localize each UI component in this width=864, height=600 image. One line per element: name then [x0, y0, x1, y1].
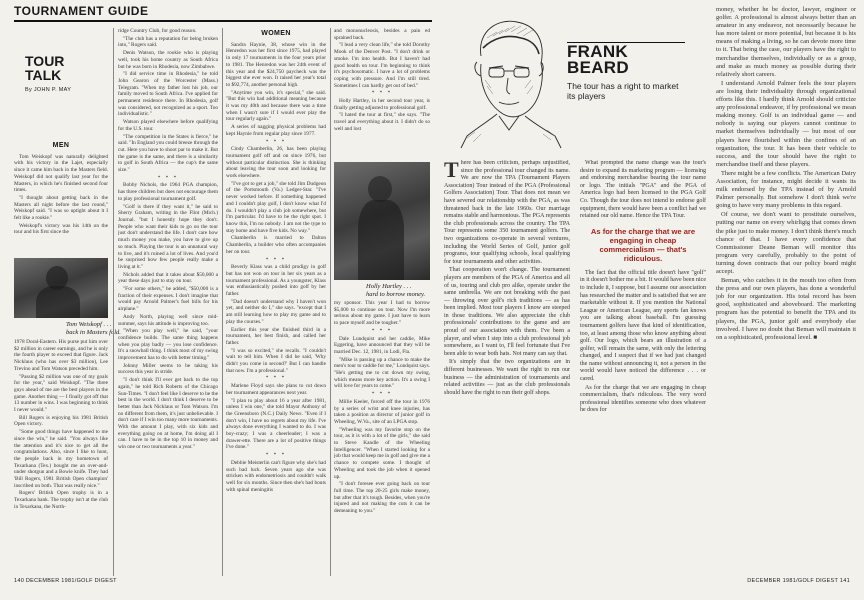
paragraph: As for the charge that we are engaging in cheap commercialism, that's ridiculous. The very word professional identifies someone who does whatever he does for: [580, 384, 706, 414]
column-title-block: [567, 44, 687, 101]
paragraph: That cooperation won't change. The tournament players are members of the PGA of America and all of us, touring and club pro alike, operate under the same umbrella. We are not breaking with the past — throwing over golf's rich traditions — as has been implied. Most tour players I know are steeped in those traditions. We also appreciate the club professionals' contributions to the game and are proud of our association with them. I've been a player, and when I step into a club professional job somewhere, as I want to, I'll feel fortunate that I've been able to wear both hats. Not many can say that.: [444, 267, 570, 357]
paragraph: "Wheeling was my favorite stop on the tour, as it is with a lot of the girls," she said to Steve Kandle of the Wheeling Intelligencer. "When I started looking for a job that would keep me in golf and give me a chance to compete some. I thought of Wheeling and took the job when it opened up.: [334, 426, 430, 480]
paragraph: Marlene Floyd says she plans to cut down her tournament appearances next year.: [226, 383, 326, 396]
column-divider: [113, 28, 114, 576]
pull-quote: As for the charge that we are engaging in cheap commercialism — that's ridiculous.: [590, 226, 696, 263]
column-divider: [222, 28, 223, 576]
column-divider: [330, 28, 331, 576]
paragraph: "I thought about getting back in the Masters all night before the last round," Weiskopf said. "I was so uptight about it I felt like a rookie.": [14, 194, 108, 222]
paragraph: ridge Country Club, for good reason.: [118, 28, 197, 34]
paragraph: Millie Keeler, forced off the tour in 1976 by a series of wrist and knee injuries, has taken a position as director of junior golf in Wheeling, W.Va., site of an LPGA stop.: [334, 398, 430, 425]
paragraph: Beman, who catches it in the mouth too often from the press and our own players, has done a wonderful job for our organization. His total record has been good, sophisticated and aboveboard. The marketing program has the potential to benefit the TPA and its players, the PGA, junior golf and everybody else involved. I have no doubt that Beman will maintain it on a sophisticated, professional level. ■: [716, 277, 856, 341]
paragraph: Sandra Haynie, 38, whose win in the Henredon was her first since 1975, had played in only 17 tournaments in the four years prior to 1981. The Henredon was her 24th event of this year and the $24,750 paycheck was the biggest she ever won. It raised her year's total to $92,774, another personal high.: [226, 41, 326, 88]
section-stars: * * *: [371, 391, 393, 398]
column-3: [716, 6, 856, 574]
men-subhead: MEN: [52, 142, 70, 149]
column-subhead: The tour has a right to market its players: [567, 81, 679, 101]
paragraph: "I hated the tour at first," she says. "The travel and everything about it. I didn't do so well and lost: [334, 112, 430, 132]
paragraph: "The competition in the States is fierce," he said. "In England you could breeze through the cut. Here you have to shoot par to make it. But the game is the same, and there is a similarity to golf in South Africa — the cup's the same size.": [118, 133, 218, 174]
section-label: TOURNAMENT GUIDE: [14, 4, 149, 18]
headline-line-1: TOUR: [25, 53, 65, 69]
column-1: [444, 160, 570, 574]
column-1-bottom: [14, 339, 108, 574]
portrait-sketch: [447, 8, 569, 150]
paragraph: "Anytime you win, it's special," she said. "But this win had additional meaning because it was my 40th and because there was a time when I wasn't sure if I would ever play the tour regularly again.": [226, 89, 326, 123]
photo-caption-hartley: Holly Hartley . . . hard to borrow money.: [366, 283, 426, 298]
paragraph: "For some others," he added, "$50,000 is a fraction of their expenses. I don't imagine that would pay Arnold Palmer's fuel bills for his airplane.": [118, 286, 218, 313]
column-3: [226, 28, 326, 574]
paragraph: "I lead a very clean life," she told Dorothy Mook of the Denver Post. "I don't drink or smoke. I'm into health. But I haven't had good health on tour. I'm beginning to think it's psychosomatic. I have a lot of problems coping with pressure. And I'm still tired. Sometimes I can hardly get out of bed.": [334, 42, 430, 89]
paragraph: money, whether he be doctor, lawyer, engineer or golfer. A professional is almost always better than an amateur in any endeavor, not necessarily because he has more talent or more potential, but because it is his means of making a living, so he can devote more time to it. That being the case, our players have the right to merchandise themselves, individually or as a group, and make as much money as possible during their relatively short careers.: [716, 6, 856, 78]
paragraph: Johnny Miller seems to be taking his success this year in stride.: [118, 362, 218, 376]
paragraph: and mononucleosis, besides a pain ed sprained back.: [334, 28, 430, 41]
column-2: [580, 160, 706, 574]
paragraph: Rogers' British Open trophy is in a Texarkana bank. The trophy isn't at the club in Texarkana, the North-: [14, 490, 108, 510]
headline-line-2: TALK: [25, 67, 62, 83]
page-folio-left: 140 DECEMBER 1981/GOLF DIGEST: [14, 578, 117, 584]
paragraph: Nichols added that it takes about $50,000 a year these days just to stay on tour.: [118, 271, 218, 285]
column-2: [118, 28, 218, 574]
paragraph: my sponsor. This year I had to borrow $5,000 to continue on tour. Now I'm more serious about my game. I just have to learn to pace myself and be tougher.": [334, 300, 430, 327]
columnist-name: FRANK BEARD: [567, 42, 629, 77]
paragraph: There might be a few conflicts. The American Dairy Association, for instance, might decide it wants its milk endorsed by the TPA instead of by Arnold Palmer personally. But somehow I don't think we're going to have very many problems in this regard.: [716, 169, 856, 210]
section-stars: * * *: [265, 375, 287, 382]
article-headline: [25, 54, 64, 82]
section-stars: * * *: [371, 327, 393, 334]
paragraph: The fact that the official title doesn't have "golf" in it doesn't bother me a bit. It would have been nice to include it, I suppose, but I assume our association has researched the matter and is satisfied that we are marketable without it. If you mention the National League or American League, any sports fan knows you are talking about baseball. I'm guessing tournament golfers have that kind of identification, too, at least among those who know anything about golf. Our logo, which bears an illustration of a golfer, will remain the same, with only the lettering changed, and I suspect that if we had just changed the name without announcing it, not a person in the world would have noticed the difference . . . or cared.: [580, 269, 706, 383]
paragraph: Debbie Meisterlin can't figure why she's had such bad luck. Seven years ago she was stricken with endometriosis and couldn't walk well for six months. Since then she's had bouts with spinal meningitis: [226, 459, 326, 493]
paragraph: Holly Hartley, in her second tour year, is finally getting adjusted to professional golf.: [334, 98, 430, 111]
paragraph: "The club has a reputation for being broken into," Rogers said.: [118, 35, 218, 49]
paragraph: Andy North, playing well since mid-summer, says his attitude is improving too.: [118, 313, 218, 327]
paragraph: "Golf is there if they want it," he said to Sherry Graham, writing in the Flint (Mich.) Journal. "but I honestly hope they don't. People who want their kids to go on the tour just don't understand the life. I don't care how much money you make, you have to give up so much. Playing the tour is an unnatural way to live, and it's ruined a lot of lives. And you'd be surprised how few people really make a living at it.": [118, 203, 218, 270]
paragraph: "I don't foresee ever going back on tour full time. The top 20-25 girls make money, but after that it's tough. Besides, when you're injured and not making the cuts it can be demeaning to you.": [334, 481, 430, 515]
section-header: [0, 0, 432, 22]
paragraph: "I was so excited," she recalls. "I couldn't wait to tell him. When I did he said, 'Why didn't you come in second?' But I can handle that now. I'm a professional.": [226, 347, 326, 374]
paragraph: Denis Watson, the rookie who is playing well, took his home country as South Africa but he was born in Rhodesia, now Zimbabwe.: [118, 50, 218, 70]
paragraph: There has been criticism, perhaps unjustified, since the professional tour changed its name. We are now the TPA (Tournament Players Association) Tour instead of the PGA (Professional Golfers Association) Tour. That does not mean we have severed our relationship with the PGA, as was threatened back in the late 1960s. Our marriage remains stable and harmonious. The PGA represents the club professionals across the country. The TPA Tour represents some 350 tournament golfers. The two organizations co-operate in several ventures, including the World Series of Golf, junior golf programs, tour qualifying schools, local qualifying for tour tournaments and other activities.: [444, 160, 570, 265]
paragraph: Of course, we don't want to prostitute ourselves, putting our name on every whirligig that comes down the pike just to make money. I don't think there's much chance of that. I have every confidence that Commissioner Deane Beman will monitor this program very carefully, probably to the point of turning down contracts that our policy board might accept.: [716, 211, 856, 275]
paragraph: Earlier this year she finished third in a tournament, her best finish, and called her father.: [226, 326, 326, 346]
right-page: [432, 0, 864, 600]
section-stars: * * *: [265, 138, 287, 145]
drop-cap: T: [444, 160, 459, 182]
paragraph: Bill Rogers is enjoying his 1981 British Open victory.: [14, 414, 108, 428]
photo-figure-head: [368, 176, 392, 202]
paragraph: "I did service time in Rhodesia," he told John Gearon of the Worcester (Mass.) Telegram. "When my father lost his job, our family moved to South Africa. I've applied for permanent residence there. In Rhodesia, golf was considered, not recognized as a sport. Too individualistic.": [118, 71, 218, 118]
header-rule: [14, 20, 432, 22]
paragraph: "Passing $2 million was one of my goals for the year," said Weiskopf. "The three guys ahead of me are the best players in the game. Another thing — I finally got off that 13 number in wins. I was beginning to think I never would.": [14, 373, 108, 414]
column-1-top: [14, 140, 108, 258]
page-folio-right: DECEMBER 1981/GOLF DIGEST 141: [747, 578, 850, 584]
section-stars: * * *: [265, 452, 287, 459]
paragraph: Chamberlin is married to Dalton Chamberlin, a builder who often accompanies her on tour.: [226, 235, 326, 255]
paragraph: 1978 Doral-Eastern. His purse put him over $2 million in career earnings, and he is only the fourth player to exceed that figure. Jack Nicklaus (who has over $3 million), Lee Trevino and Tom Watson preceded him.: [14, 339, 108, 372]
paragraph: A series of nagging physical problems had kept Haynie from regular play since 1977.: [226, 124, 326, 137]
photo-caption-weiskopf: Tom Weiskopf . . . back in Masters fold.: [66, 321, 121, 336]
paragraph: "Dad doesn't understand why I haven't won yet, and neither do I," she says. "except that I am still learning how to play my game and to play the courses.": [226, 298, 326, 325]
photo-figure-body: [358, 200, 404, 280]
photo-figure-body: [36, 286, 80, 318]
paragraph: "Some good things have happened to me since the win," he said. "You always like the attention and it's nice to get all the congratulations. Also, since I like to hunt, the people back in my hometown of Texarkana (Tex.) bought me an over-and-under shotgun and a Bowie knife. They had 'Bill Rogers, 1981 British Open champion' inscribed on both. That was really nice.": [14, 429, 108, 489]
column-4-bottom: [334, 300, 430, 574]
paragraph: "When you play well," he said, "your confidence builds. The same thing happens when you play badly — you lose confidence. It's a snowball thing. I think most of my swing improvement has to do with better timing.": [118, 328, 218, 362]
paragraph: I understand Arnold Palmer feels the tour players are losing their individuality through organizational efforts like this. I hardly think Arnold should criticize any professional endeavor, if by professional we mean making money. Golf is an individual game — and nobody is saying our players cannot continue to market themselves individually — but most of our players have flourished within the confines of an organization, the tour. It has been their vehicle to success, and the tour should have the right to merchandise itself and these players.: [716, 79, 856, 168]
photo-holly-hartley: [334, 162, 430, 280]
paragraph: "I've got to get a job," she told Jim Dudgeon of the Portsmouth (Va.) Ledger-Star. "I've never worked before. If something happened and I couldn't play golf, I don't know what I'd do. I wouldn't play a club job somewhere, but I'm particular. I'd have to be the right spot. I know this, I'm no nobody. I am not the type to stay home and have five kids. No way.": [226, 180, 326, 234]
byline: By JOHN P. MAY: [25, 87, 72, 93]
paragraph: "I plan to play about 16 a year after 1981, unless I win one," she told Mayor Anthony of the Greensboro (N.C.) Daily News. "Even if I don't win, I have no regrets about my life. I've always done everything I wanted to do. I was boy-crazy; I was a cheerleader; I was a drawer-ette. There are a lot of positive things I've done.": [226, 397, 326, 451]
paragraph: Bobby Nichols, the 1964 PGA champion, has three children but does not encourage them to play professional tournament golf.: [118, 182, 218, 202]
paragraph: Beverly Klass was a child prodigy in golf but has not won on tour in her six years as a tournament professional. As a youngster, Klass was enthusiastically pushed into golf by her father.: [226, 264, 326, 298]
section-stars: * * *: [265, 256, 287, 263]
paragraph: Dale Lundquist and her caddie, Mike Eggering, have announced that they will be married Dec. 12, 1981, in Lodi, Fla.: [334, 335, 430, 355]
paragraph: Watson played elsewhere before qualifying for the U.S. tour.: [118, 119, 218, 132]
section-stars: * * *: [157, 174, 179, 181]
paragraph: Tom Weiskopf was naturally delighted with his victory in the Lajet, especially since it came him back in the Masters field. Weiskopf did not qualify last year for the Masters, in which he's finished second four times.: [14, 153, 108, 194]
paragraph: "Mike is passing up a chance to make the men's tour to caddie for me," Lundquist says. "He's getting me to cut down my swing, which means more key action. It's a swing I will love for years to come.": [334, 356, 430, 390]
women-subhead: WOMEN: [261, 30, 291, 37]
paragraph: Weiskopf's victory was his 14th on the tour and his first since the: [14, 222, 108, 236]
paragraph: It's simply that the two organizations are in different businesses. We want the right to run our business — the administration of tournaments and related activities — just as the club professionals should have the right to run their golf shops.: [444, 359, 570, 396]
column-4-top: [334, 28, 430, 160]
paragraph: What prompted the name change was the tour's desire to expand its marketing program — licensing and endorsing merchandise bearing the tour name or logo. The initials "PGA" and the PGA of America logo had been licensed to the PGA Golf Co. Though the tour does not intend to endorse golf equipment, there would have been a conflict had we retained our old name. Hence the TPA Tour.: [580, 160, 706, 220]
paragraph: "I don't think I'll ever get back to the top again," he told Rich Roberts of the Chicago Sun-Times. "I don't feel like I deserve to be the best in the world. I don't think I deserve to be better than Jack Nicklaus or Tom Watson. I'm no different from them, it's just unbelievable. I don't care if I win too many more tournaments. With the amount I play, with six kids and everything going on at home, I'm doing all I can. I have to be in the top 10 in money and win one or two tournaments a year.": [118, 377, 218, 451]
photo-tom-weiskopf: [14, 258, 108, 318]
paragraph: Cindy Chamberlin, 26, has been playing tournament golf off and on since 1976, but without particular distinction. She is thinking about leaving the tour soon and looking for work elsewhere.: [226, 146, 326, 180]
section-stars: * * *: [371, 90, 393, 97]
